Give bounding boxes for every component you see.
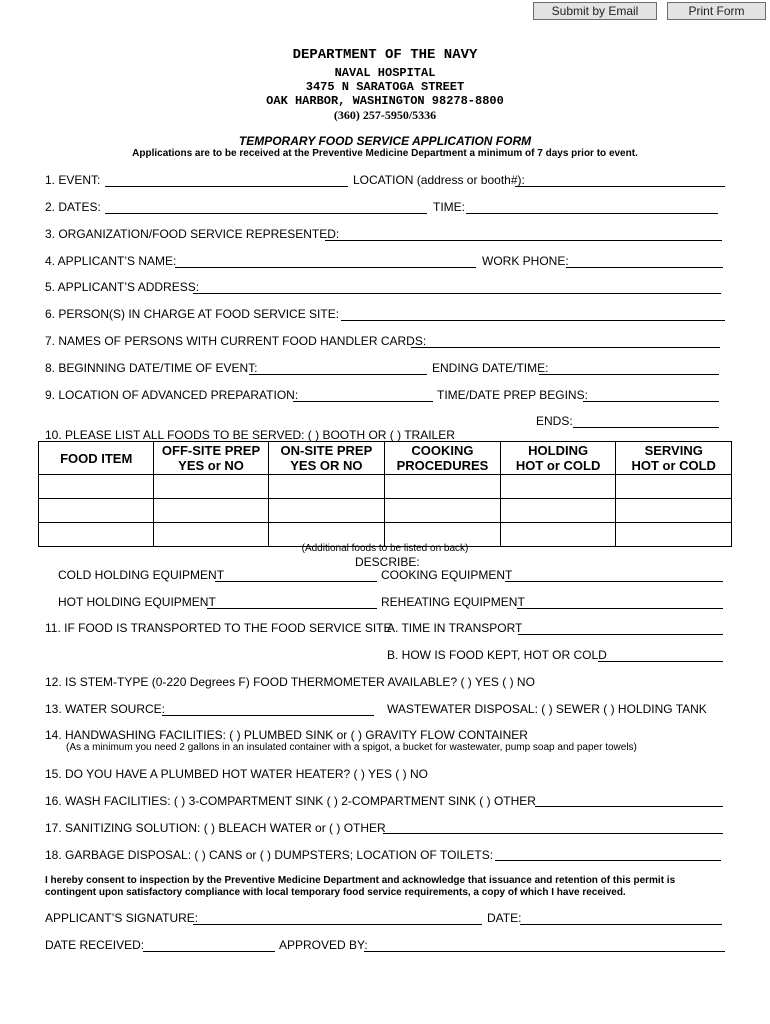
phone-number: (360) 257-5950/5336 <box>333 108 437 122</box>
event-label: 1. EVENT: <box>45 173 101 187</box>
time-input[interactable] <box>466 213 718 214</box>
table-cell[interactable] <box>500 475 616 499</box>
table-cell[interactable] <box>268 475 384 499</box>
reheating-label: REHEATING EQUIPMENT <box>381 595 525 609</box>
time-label: TIME: <box>433 200 465 214</box>
table-cell[interactable] <box>500 499 616 523</box>
location-input[interactable] <box>515 186 725 187</box>
date-received-label: DATE RECEIVED: <box>45 938 145 952</box>
persons-in-charge-label: 6. PERSON(S) IN CHARGE AT FOOD SERVICE SITE: <box>45 307 340 321</box>
organization-label: 3. ORGANIZATION/FOOD SERVICE REPRESENTED: <box>45 227 340 241</box>
consent-line-1: I hereby consent to inspection by the Preventive Medicine Department and acknowledge that issuance and retention of this permit is <box>45 875 676 886</box>
transport-label: 11. IF FOOD IS TRANSPORTED TO THE FOOD SERVICE SITE <box>45 621 392 635</box>
wash-facilities-question: 16. WASH FACILITIES: ( ) 3-COMPARTMENT SINK ( ) 2-COMPARTMENT SINK ( ) OTHER <box>45 794 536 808</box>
sanitizing-other-input[interactable] <box>383 833 723 834</box>
hot-water-heater-question: 15. DO YOU HAVE A PLUMBED HOT WATER HEATER? ( ) YES ( ) NO <box>45 767 428 781</box>
handwashing-note: (As a minimum you need 2 gallons in an insulated container with a spigot, a bucket for wastewater, pump soap and paper towels) <box>66 742 637 753</box>
consent-line-2: contingent upon satisfactory compliance with local temporary food service requirements, a copy of which I have received. <box>45 887 626 898</box>
garbage-disposal-question: 18. GARBAGE DISPOSAL: ( ) CANS or ( ) DUMPSTERS; LOCATION OF TOILETS: <box>45 848 494 862</box>
wastewater-disposal-label: WASTEWATER DISPOSAL: ( ) SEWER ( ) HOLDING TANK <box>387 702 707 716</box>
how-food-kept-input[interactable] <box>598 661 723 662</box>
applicant-signature-input[interactable] <box>193 924 482 925</box>
table-cell[interactable] <box>39 499 154 523</box>
dates-input[interactable] <box>105 213 427 214</box>
organization-input[interactable] <box>325 240 722 241</box>
approved-by-label: APPROVED BY: <box>279 938 368 952</box>
list-foods-label: 10. PLEASE LIST ALL FOODS TO BE SERVED: ( ) BOOTH OR ( ) TRAILER <box>45 428 455 442</box>
table-row <box>39 475 732 499</box>
wash-facilities-other-input[interactable] <box>535 806 723 807</box>
cooking-procedures-header: COOKING PROCEDURES <box>385 442 501 475</box>
off-site-prep-header: OFF-SITE PREP YES or NO <box>154 442 268 475</box>
form-subtitle: Applications are to be received at the Preventive Medicine Department a minimum of 7 days prior to event. <box>132 148 638 159</box>
applicant-address-input[interactable] <box>193 293 721 294</box>
water-source-label: 13. WATER SOURCE: <box>45 702 166 716</box>
sanitizing-solution-question: 17. SANITIZING SOLUTION: ( ) BLEACH WATER or ( ) OTHER <box>45 821 386 835</box>
hospital-name: NAVAL HOSPITAL <box>334 66 436 80</box>
food-table <box>38 441 732 547</box>
table-cell[interactable] <box>616 475 732 499</box>
location-label: LOCATION (address or booth#): <box>353 173 525 187</box>
print-form-button[interactable]: Print Form <box>667 2 766 20</box>
applicant-address-label: 5. APPLICANT’S ADDRESS: <box>45 280 200 294</box>
event-input[interactable] <box>105 186 348 187</box>
cooking-equipment-input[interactable] <box>505 581 723 582</box>
food-table-header <box>39 442 732 475</box>
begin-datetime-label: 8. BEGINNING DATE/TIME OF EVENT: <box>45 361 258 375</box>
table-cell[interactable] <box>154 475 268 499</box>
cooking-equipment-label: COOKING EQUIPMENT <box>381 568 513 582</box>
prep-begins-label: TIME/DATE PREP BEGINS: <box>437 388 588 402</box>
form-title: TEMPORARY FOOD SERVICE APPLICATION FORM <box>238 134 532 148</box>
signature-date-label: DATE: <box>487 911 522 925</box>
street-address: 3475 N SARATOGA STREET <box>305 80 465 94</box>
hot-holding-input[interactable] <box>207 608 377 609</box>
describe-label: DESCRIBE: <box>355 555 420 569</box>
reheating-input[interactable] <box>517 608 723 609</box>
date-received-input[interactable] <box>143 951 275 952</box>
approved-by-input[interactable] <box>364 951 725 952</box>
serving-header: SERVING HOT or COLD <box>616 442 732 475</box>
applicant-name-input[interactable] <box>175 267 476 268</box>
cold-holding-input[interactable] <box>215 581 377 582</box>
table-cell[interactable] <box>154 499 268 523</box>
table-cell[interactable] <box>385 475 501 499</box>
begin-datetime-input[interactable] <box>249 374 427 375</box>
table-row <box>39 499 732 523</box>
applicant-name-label: 4. APPLICANT’S NAME: <box>45 254 177 268</box>
department-title: DEPARTMENT OF THE NAVY <box>292 47 478 63</box>
ends-input[interactable] <box>573 427 719 428</box>
table-cell[interactable] <box>39 475 154 499</box>
additional-foods-note: (Additional foods to be listed on back) <box>301 543 469 554</box>
end-datetime-label: ENDING DATE/TIME: <box>432 361 549 375</box>
handwashing-question: 14. HANDWASHING FACILITIES: ( ) PLUMBED SINK or ( ) GRAVITY FLOW CONTAINER <box>45 728 528 742</box>
food-handler-cards-input[interactable] <box>411 347 720 348</box>
time-in-transport-input[interactable] <box>518 634 723 635</box>
how-food-kept-label: B. HOW IS FOOD KEPT, HOT OR COLD <box>387 648 607 662</box>
city-address: OAK HARBOR, WASHINGTON 98278-8800 <box>266 94 504 108</box>
advanced-prep-input[interactable] <box>293 401 433 402</box>
work-phone-label: WORK PHONE: <box>482 254 569 268</box>
advanced-prep-label: 9. LOCATION OF ADVANCED PREPARATION: <box>45 388 299 402</box>
end-datetime-input[interactable] <box>539 374 719 375</box>
submit-by-email-button[interactable]: Submit by Email <box>533 2 657 20</box>
time-in-transport-label: A. TIME IN TRANSPORT <box>387 621 523 635</box>
table-cell[interactable] <box>268 499 384 523</box>
prep-begins-input[interactable] <box>583 401 719 402</box>
water-source-input[interactable] <box>162 715 374 716</box>
persons-in-charge-input[interactable] <box>341 320 725 321</box>
food-item-header: FOOD ITEM <box>39 442 154 475</box>
dates-label: 2. DATES: <box>45 200 101 214</box>
ends-label: ENDS: <box>536 414 573 428</box>
on-site-prep-header: ON-SITE PREP YES OR NO <box>268 442 384 475</box>
table-cell[interactable] <box>616 499 732 523</box>
hot-holding-label: HOT HOLDING EQUIPMENT <box>58 595 216 609</box>
signature-date-input[interactable] <box>520 924 722 925</box>
cold-holding-label: COLD HOLDING EQUIPMENT <box>58 568 225 582</box>
holding-header: HOLDING HOT or COLD <box>500 442 616 475</box>
applicant-signature-label: APPLICANT’S SIGNATURE: <box>45 911 199 925</box>
thermometer-question: 12. IS STEM-TYPE (0-220 Degrees F) FOOD THERMOMETER AVAILABLE? ( ) YES ( ) NO <box>45 675 535 689</box>
table-cell[interactable] <box>385 499 501 523</box>
toilets-location-input[interactable] <box>495 860 721 861</box>
food-handler-cards-label: 7. NAMES OF PERSONS WITH CURRENT FOOD HANDLER CARDS: <box>45 334 427 348</box>
work-phone-input[interactable] <box>566 267 723 268</box>
